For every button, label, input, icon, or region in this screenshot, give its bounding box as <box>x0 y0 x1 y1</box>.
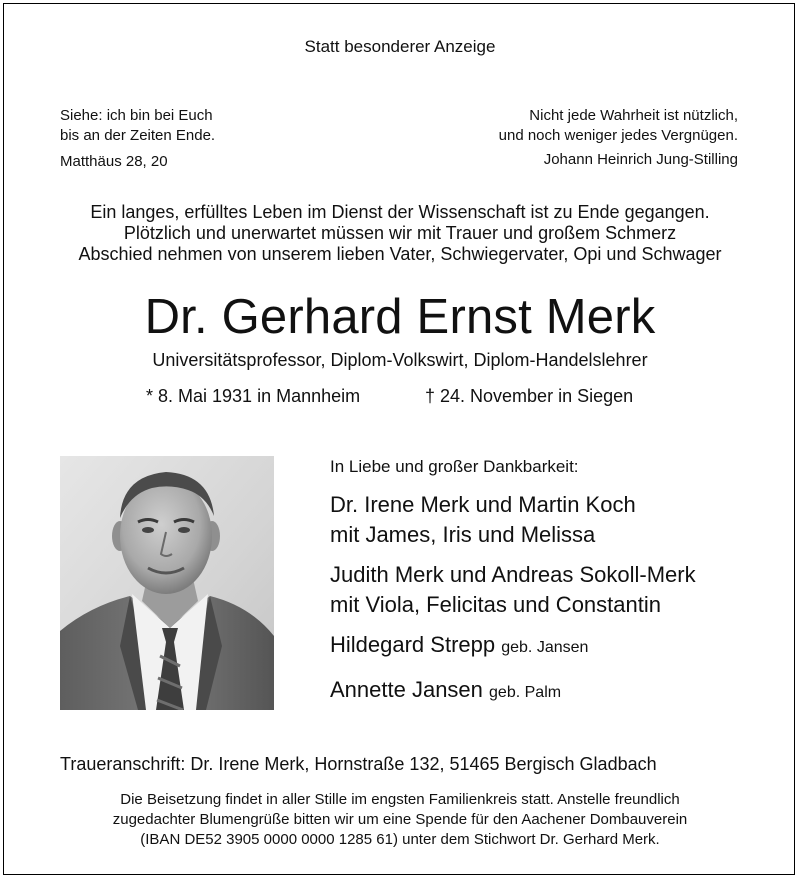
author-quote <box>499 106 738 170</box>
intro-line-2: Plötzlich und unerwartet müssen wir mit Trauer und großem Schmerz <box>123 223 677 243</box>
intro-text <box>0 202 800 265</box>
funeral-note-line-2: zugedachter Blumengrüße bitten wir um eine Spende für den Aachener Dombauverein <box>112 811 688 828</box>
family-lead: In Liebe und großer Dankbarkeit: <box>330 457 579 476</box>
author-quote-line-2: und noch weniger jedes Vergnügen. <box>498 127 738 144</box>
family-group-2-line-2: mit Viola, Felicitas und Constantin <box>330 592 661 617</box>
funeral-note-line-3: (IBAN DE52 3905 0000 0000 1285 61) unter dem Stichwort Dr. Gerhard Merk. <box>140 831 660 848</box>
funeral-note <box>0 790 800 850</box>
family-group-1 <box>330 490 696 550</box>
family-group-4 <box>330 675 696 708</box>
deceased-titles: Universitätsprofessor, Diplom-Volkswirt, Diplom-Handelslehrer <box>152 350 648 370</box>
family-group-3-name: Hildegard Strepp <box>330 632 496 657</box>
family-list <box>330 456 696 708</box>
bible-quote-reference: Matthäus 28, 20 <box>60 153 168 170</box>
deceased-name: Dr. Gerhard Ernst Merk <box>144 290 656 344</box>
intro-line-1: Ein langes, erfülltes Leben im Dienst der Wissenschaft ist zu Ende gegangen. <box>90 202 710 222</box>
intro-line-3: Abschied nehmen von unserem lieben Vater, Schwiegervater, Opi und Schwager <box>78 244 722 264</box>
family-group-1-line-2: mit James, Iris und Melissa <box>330 522 596 547</box>
family-group-4-suffix: geb. Palm <box>489 684 562 701</box>
family-group-2 <box>330 560 696 620</box>
family-group-1-line-1: Dr. Irene Merk und Martin Koch <box>330 492 636 517</box>
family-group-4-name: Annette Jansen <box>330 677 483 702</box>
bible-quote-line-2: bis an der Zeiten Ende. <box>60 127 216 144</box>
family-group-2-line-1: Judith Merk und Andreas Sokoll-Merk <box>330 562 696 587</box>
family-group-3-suffix: geb. Jansen <box>501 639 589 656</box>
funeral-note-line-1: Die Beisetzung findet in aller Stille im engsten Familienkreis statt. Anstelle freundlich <box>120 791 680 808</box>
mourning-address: Traueranschrift: Dr. Irene Merk, Hornstraße 132, 51465 Bergisch Gladbach <box>60 754 657 774</box>
portrait-photo <box>60 456 274 710</box>
author-quote-line-1: Nicht jede Wahrheit ist nützlich, <box>529 107 738 124</box>
bible-quote <box>60 106 215 172</box>
birth-date: * 8. Mai 1931 in Mannheim <box>146 386 361 406</box>
family-group-3 <box>330 630 696 663</box>
bible-quote-line-1: Siehe: ich bin bei Euch <box>60 107 213 124</box>
notice-header: Statt besonderer Anzeige <box>304 37 496 56</box>
author-quote-author: Johann Heinrich Jung-Stilling <box>543 151 738 168</box>
death-date: † 24. November in Siegen <box>425 386 634 406</box>
